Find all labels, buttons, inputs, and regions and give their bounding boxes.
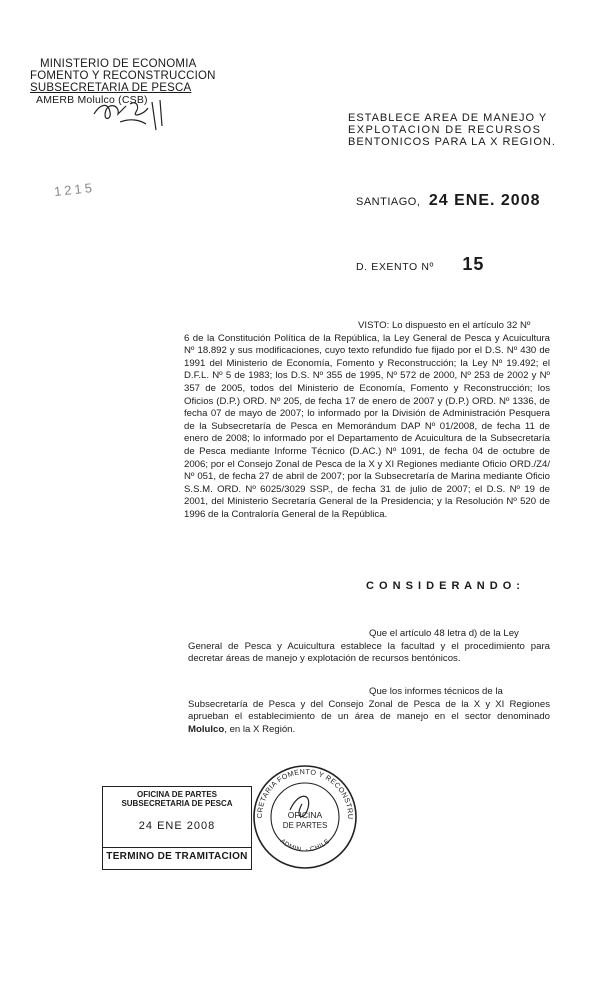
decree-label: D. EXENTO Nº xyxy=(356,261,434,273)
reference-code: AMERB Molulco (CSB) xyxy=(36,94,148,106)
round-stamp-seal xyxy=(250,762,360,872)
reception-stamp xyxy=(102,786,252,870)
round-office-stamp xyxy=(250,762,360,872)
svg-text:ADMIN. - CHILE xyxy=(279,838,332,854)
ministry-name-line2: FOMENTO Y RECONSTRUCCION xyxy=(30,70,216,82)
stamp-date: 24 ENE 2008 xyxy=(138,820,216,832)
stamp-office: OFICINA DE PARTES xyxy=(136,790,217,799)
round-stamp-center-1: OFICINA xyxy=(287,810,323,820)
dateline xyxy=(356,192,540,210)
decree-number-line xyxy=(356,254,484,275)
decree-date: 24 ENE. 2008 xyxy=(428,192,541,209)
visto-lead: VISTO: Lo dispuesto en el artículo 32 Nº xyxy=(358,320,531,331)
round-stamp-center-2: DE PARTES xyxy=(282,821,328,830)
considerando-p2-end: , en la X Región. xyxy=(224,723,296,735)
sector-name: Molulco xyxy=(188,723,225,735)
decree-number: 15 xyxy=(462,254,485,274)
considerando-p2-body xyxy=(188,699,550,737)
handwritten-initials-signature xyxy=(90,96,170,146)
decree-subject xyxy=(348,112,556,148)
visto-section xyxy=(184,320,550,522)
visto-body: 6 de la Constitución Política de la República, la Ley General de Pesca y Acuicultura Nº 18.892 y sus modificaciones, cuyo texto refundido fue fijado por el D.S. Nº 430 de 1991 del Ministerio de Economía, Fomento y Reconstrucción; la Ley Nº 19.492; el D.F.L. Nº 5 de 1983; los D.S. Nº 355 de 1995, Nº 572 de 2000, Nº 253 de 2002 y Nº 357 de 2005, todos del Ministerio de Economía, Fomento y Reconstrucción; los Oficios (D.P.) ORD. Nº 205, de fecha 17 de enero de 2007 y (D.P.) ORD. Nº 1336, de fecha 07 de mayo de 2007; lo informado por la División de Administración Pesquera de la Subsecretaría de Pesca en Memorándum DAP Nº 01/2008, de fecha 11 de enero de 2008; lo informado por el Departamento de Acuicultura de la Subsecretaría de Pesca mediante Informe Técnico (D.AC.) Nº 1091, de fecha 04 de octubre de 2006; por el Consejo Zonal de Pesca de la X y XI Regiones mediante Oficio ORD./Z4/ Nº 051, de fecha 27 de abril de 2007; por la Subsecretaría de Marina mediante Oficio S.S.M. ORD. Nº 6025/3029 SSP., de fecha 31 de julio de 2007; el D.S. Nº 19 de 2001, del Ministerio Secretaría General de la Presidencia; y la Resolución Nº 520 de 1996 de la Contraloría General de la República. xyxy=(184,332,550,520)
round-stamp-ring-text: CRETARIA FOMENTO Y RECONSTRU xyxy=(254,766,356,820)
stamp-divider xyxy=(103,847,251,848)
subject-line-3: BENTONICOS PARA LA X REGION. xyxy=(348,136,556,148)
considerando-p1-body: General de Pesca y Acuicultura establece la facultad y el procedimiento para decretar áreas de manejo y explotación de recursos bentónicos. xyxy=(188,640,550,665)
considerando-paragraph-1 xyxy=(188,628,550,666)
subject-line-2: EXPLOTACION DE RECURSOS xyxy=(348,124,542,136)
subsecretaria-name: SUBSECRETARIA DE PESCA xyxy=(30,82,192,94)
considerando-p2-text: Subsecretaría de Pesca y del Consejo Zonal de Pesca de la X y XI Regiones aprueban el establecimiento de un área de manejo en el sector denominado xyxy=(188,698,550,723)
stamp-footer: TERMINO DE TRAMITACION xyxy=(106,851,248,862)
ministry-name: MINISTERIO DE ECONOMIA xyxy=(40,58,197,70)
considerando-paragraph-2 xyxy=(188,686,550,736)
margin-note: 1215 xyxy=(53,179,96,200)
stamp-subsecretaria: SUBSECRETARIA DE PESCA xyxy=(121,799,233,808)
round-stamp-bottom-text: ADMIN. - CHILE xyxy=(278,837,332,854)
considerando-p1-lead: Que el artículo 48 letra d) de la Ley xyxy=(369,628,519,639)
considerando-heading: C O N S I D E R A N D O : xyxy=(366,580,521,592)
subject-line-1: ESTABLECE AREA DE MANEJO Y xyxy=(348,112,548,124)
city-label: SANTIAGO, xyxy=(356,196,421,208)
considerando-p2-lead: Que los informes técnicos de la xyxy=(369,686,503,697)
